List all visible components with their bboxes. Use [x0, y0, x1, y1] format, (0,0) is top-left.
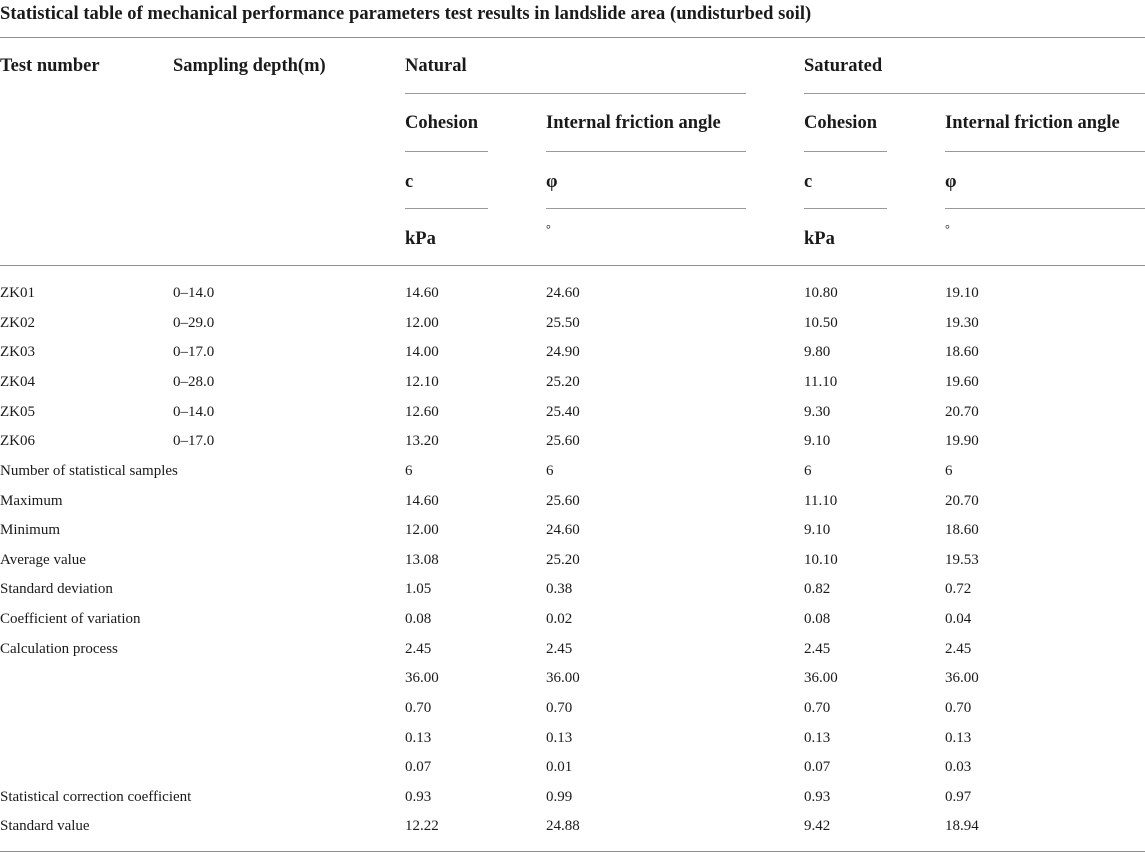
row-saturated-c: 0.13	[804, 730, 831, 746]
row-natural-c: 13.08	[405, 552, 439, 568]
header-natural: Natural	[405, 56, 467, 76]
row-saturated-phi: 20.70	[945, 493, 979, 509]
row-natural-c: 0.08	[405, 611, 432, 627]
row-saturated-c: 2.45	[804, 641, 831, 657]
row-natural-phi: 36.00	[546, 670, 580, 686]
row-natural-c: 14.60	[405, 285, 439, 301]
row-label: Statistical correction coefficient	[0, 789, 192, 805]
header-bottom-rule	[0, 265, 1145, 266]
row-label: Minimum	[0, 522, 61, 538]
row-natural-phi: 25.60	[546, 433, 580, 449]
row-saturated-phi: 18.60	[945, 344, 979, 360]
row-saturated-c: 9.10	[804, 522, 831, 538]
unit-natural-c: kPa	[405, 229, 436, 249]
row-natural-phi: 25.20	[546, 552, 580, 568]
row-label: Coefficient of variation	[0, 611, 141, 627]
top-rule	[0, 37, 1145, 38]
row-saturated-c: 9.80	[804, 344, 831, 360]
row-natural-c: 14.60	[405, 493, 439, 509]
row-natural-phi: 0.38	[546, 581, 573, 597]
natural-group-rule	[405, 93, 746, 94]
row-natural-c: 14.00	[405, 344, 439, 360]
row-saturated-phi: 19.60	[945, 374, 979, 390]
row-saturated-phi: 2.45	[945, 641, 972, 657]
row-label: Standard deviation	[0, 581, 113, 597]
row-saturated-c: 11.10	[804, 493, 838, 509]
row-saturated-c: 9.10	[804, 433, 831, 449]
rule-saturated-c-2	[804, 208, 887, 209]
row-saturated-phi: 0.04	[945, 611, 972, 627]
row-natural-phi: 2.45	[546, 641, 573, 657]
header-test-number: Test number	[0, 56, 100, 76]
header-saturated: Saturated	[804, 56, 883, 76]
row-natural-phi: 24.90	[546, 344, 580, 360]
header-saturated-cohesion: Cohesion	[804, 113, 877, 133]
rule-saturated-phi-1	[945, 151, 1145, 152]
row-natural-c: 6	[405, 463, 413, 479]
row-saturated-c: 10.80	[804, 285, 838, 301]
row-saturated-phi: 0.13	[945, 730, 972, 746]
symbol-saturated-c: c	[804, 172, 813, 192]
row-natural-c: 12.60	[405, 404, 439, 420]
row-saturated-phi: 0.97	[945, 789, 972, 805]
row-natural-phi: 24.60	[546, 522, 580, 538]
row-natural-c: 0.13	[405, 730, 432, 746]
row-natural-phi: 24.88	[546, 818, 580, 834]
row-natural-phi: 25.40	[546, 404, 580, 420]
rule-saturated-c-1	[804, 151, 887, 152]
row-natural-c: 12.22	[405, 818, 439, 834]
rule-natural-phi-1	[546, 151, 746, 152]
rule-natural-c-2	[405, 208, 488, 209]
row-natural-phi: 24.60	[546, 285, 580, 301]
row-label: ZK01	[0, 285, 35, 301]
row-natural-phi: 6	[546, 463, 554, 479]
bottom-rule	[0, 851, 1145, 852]
rule-natural-phi-2	[546, 208, 746, 209]
header-saturated-friction: Internal friction angle	[945, 113, 1120, 133]
row-saturated-c: 0.08	[804, 611, 831, 627]
row-saturated-c: 0.82	[804, 581, 831, 597]
saturated-group-rule	[804, 93, 1145, 94]
row-label: ZK04	[0, 374, 35, 390]
row-saturated-c: 6	[804, 463, 812, 479]
unit-saturated-c: kPa	[804, 229, 835, 249]
row-saturated-c: 9.42	[804, 818, 831, 834]
row-natural-c: 0.70	[405, 700, 432, 716]
row-label: Maximum	[0, 493, 63, 509]
row-natural-phi: 0.13	[546, 730, 573, 746]
row-depth: 0–29.0	[173, 315, 215, 331]
unit-natural-phi: °	[546, 222, 551, 236]
row-natural-c: 0.93	[405, 789, 432, 805]
symbol-natural-phi: φ	[546, 172, 558, 192]
row-natural-c: 12.00	[405, 315, 439, 331]
row-natural-c: 12.00	[405, 522, 439, 538]
row-depth: 0–17.0	[173, 344, 215, 360]
row-saturated-phi: 19.90	[945, 433, 979, 449]
unit-saturated-phi: °	[945, 222, 950, 236]
row-natural-c: 36.00	[405, 670, 439, 686]
row-label: Standard value	[0, 818, 90, 834]
header-sampling-depth: Sampling depth(m)	[173, 56, 326, 76]
row-natural-phi: 0.02	[546, 611, 573, 627]
row-natural-phi: 25.50	[546, 315, 580, 331]
row-natural-c: 13.20	[405, 433, 439, 449]
row-saturated-phi: 36.00	[945, 670, 979, 686]
row-saturated-phi: 0.03	[945, 759, 972, 775]
row-saturated-c: 0.93	[804, 789, 831, 805]
row-saturated-phi: 0.70	[945, 700, 972, 716]
table-title: Statistical table of mechanical performance parameters test results in landslide area (undisturbed soil)	[0, 4, 812, 24]
row-depth: 0–14.0	[173, 285, 215, 301]
row-saturated-phi: 19.30	[945, 315, 979, 331]
row-natural-phi: 0.01	[546, 759, 573, 775]
row-saturated-c: 36.00	[804, 670, 838, 686]
row-saturated-c: 10.10	[804, 552, 838, 568]
rule-natural-c-1	[405, 151, 488, 152]
row-natural-phi: 25.60	[546, 493, 580, 509]
row-label: Number of statistical samples	[0, 463, 178, 479]
row-label: ZK05	[0, 404, 35, 420]
row-saturated-phi: 0.72	[945, 581, 972, 597]
row-natural-phi: 0.70	[546, 700, 573, 716]
row-label: ZK02	[0, 315, 35, 331]
row-saturated-c: 0.07	[804, 759, 831, 775]
row-saturated-c: 0.70	[804, 700, 831, 716]
row-saturated-phi: 20.70	[945, 404, 979, 420]
row-saturated-phi: 19.10	[945, 285, 979, 301]
row-saturated-phi: 18.60	[945, 522, 979, 538]
row-saturated-phi: 19.53	[945, 552, 979, 568]
row-saturated-phi: 6	[945, 463, 953, 479]
header-natural-friction: Internal friction angle	[546, 113, 721, 133]
row-depth: 0–28.0	[173, 374, 215, 390]
row-label: ZK06	[0, 433, 35, 449]
row-saturated-phi: 18.94	[945, 818, 979, 834]
row-depth: 0–17.0	[173, 433, 215, 449]
header-natural-cohesion: Cohesion	[405, 113, 478, 133]
row-label: Average value	[0, 552, 86, 568]
row-label: Calculation process	[0, 641, 118, 657]
row-depth: 0–14.0	[173, 404, 215, 420]
row-natural-c: 1.05	[405, 581, 432, 597]
row-label: ZK03	[0, 344, 35, 360]
row-saturated-c: 9.30	[804, 404, 831, 420]
row-saturated-c: 11.10	[804, 374, 838, 390]
row-natural-c: 2.45	[405, 641, 432, 657]
row-natural-c: 12.10	[405, 374, 439, 390]
symbol-natural-c: c	[405, 172, 414, 192]
row-natural-c: 0.07	[405, 759, 432, 775]
row-saturated-c: 10.50	[804, 315, 838, 331]
row-natural-phi: 25.20	[546, 374, 580, 390]
row-natural-phi: 0.99	[546, 789, 573, 805]
rule-saturated-phi-2	[945, 208, 1145, 209]
symbol-saturated-phi: φ	[945, 172, 957, 192]
